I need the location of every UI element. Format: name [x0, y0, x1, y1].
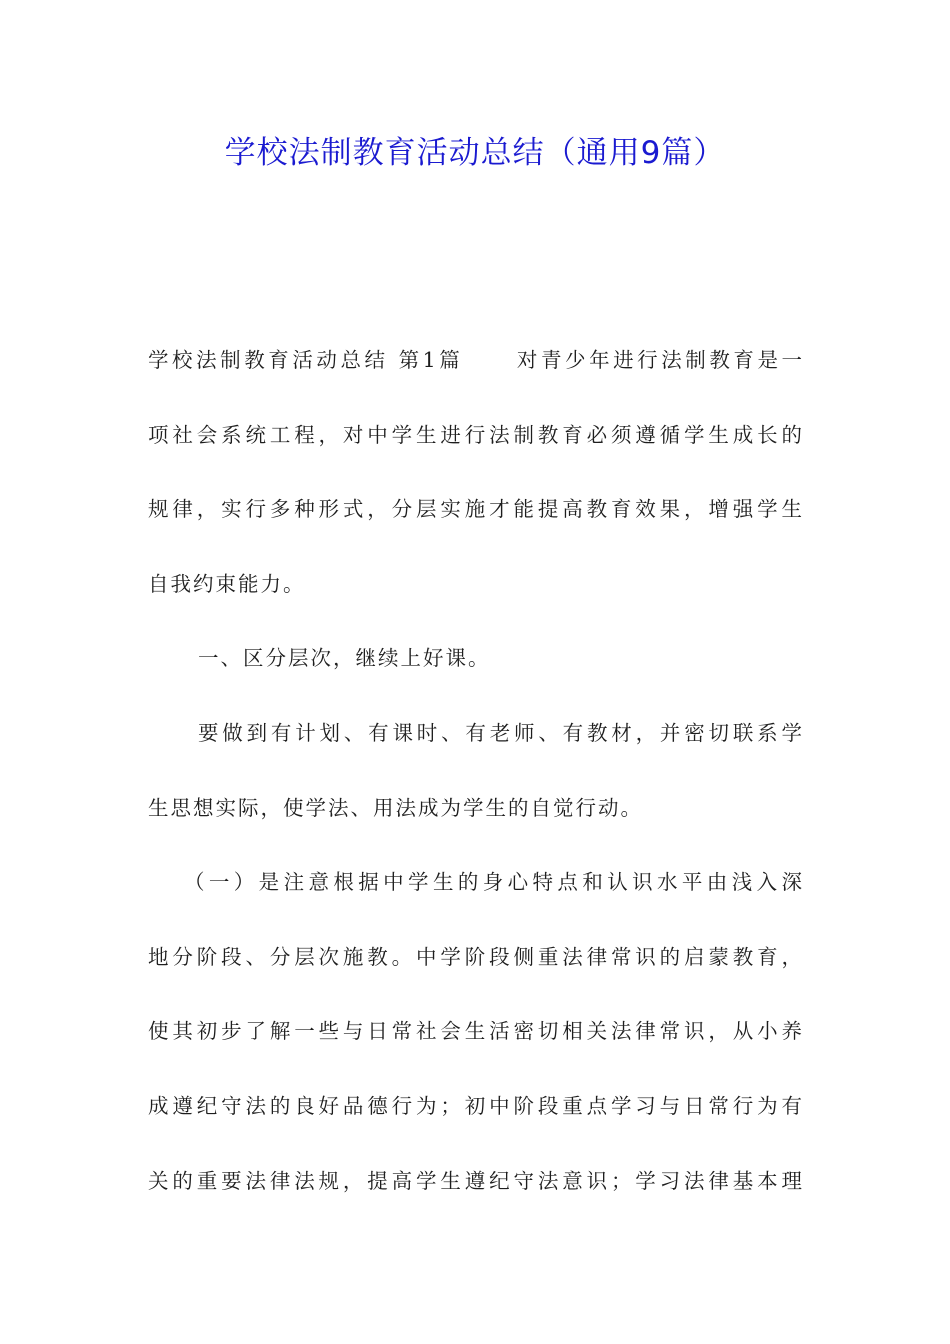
paragraph-line: 规律，实行多种形式，分层实施才能提高教育效果，增强学生	[148, 497, 804, 522]
paragraph-line: 生思想实际，使学法、用法成为学生的自觉行动。	[148, 795, 643, 820]
document-title: 学校法制教育活动总结（通用9篇）	[224, 135, 726, 171]
subheading: 一、区分层次，继续上好课。	[198, 646, 491, 671]
paragraph-text: 对青少年进行法制教育是一	[515, 348, 804, 372]
section-heading: 学校法制教育活动总结 第1篇	[148, 348, 464, 372]
paragraph-line	[148, 323, 804, 398]
paragraph-line: （一）是注意根据中学生的身心特点和认识水平由浅入深	[184, 870, 804, 895]
paragraph-line: 地分阶段、分层次施教。中学阶段侧重法律常识的启蒙教育，	[148, 944, 804, 969]
paragraph-line: 项社会系统工程，对中学生进行法制教育必须遵循学生成长的	[148, 422, 804, 447]
paragraph-line: 使其初步了解一些与日常社会生活密切相关法律常识，从小养	[148, 1019, 804, 1044]
paragraph-line: 自我约束能力。	[148, 571, 306, 596]
paragraph-line: 要做到有计划、有课时、有老师、有教材，并密切联系学	[198, 720, 804, 745]
paragraph-line: 成遵纪守法的良好品德行为；初中阶段重点学习与日常行为有	[148, 1093, 804, 1118]
document-body	[148, 323, 804, 1218]
paragraph-line: 关的重要法律法规，提高学生遵纪守法意识；学习法律基本理	[148, 1168, 804, 1193]
